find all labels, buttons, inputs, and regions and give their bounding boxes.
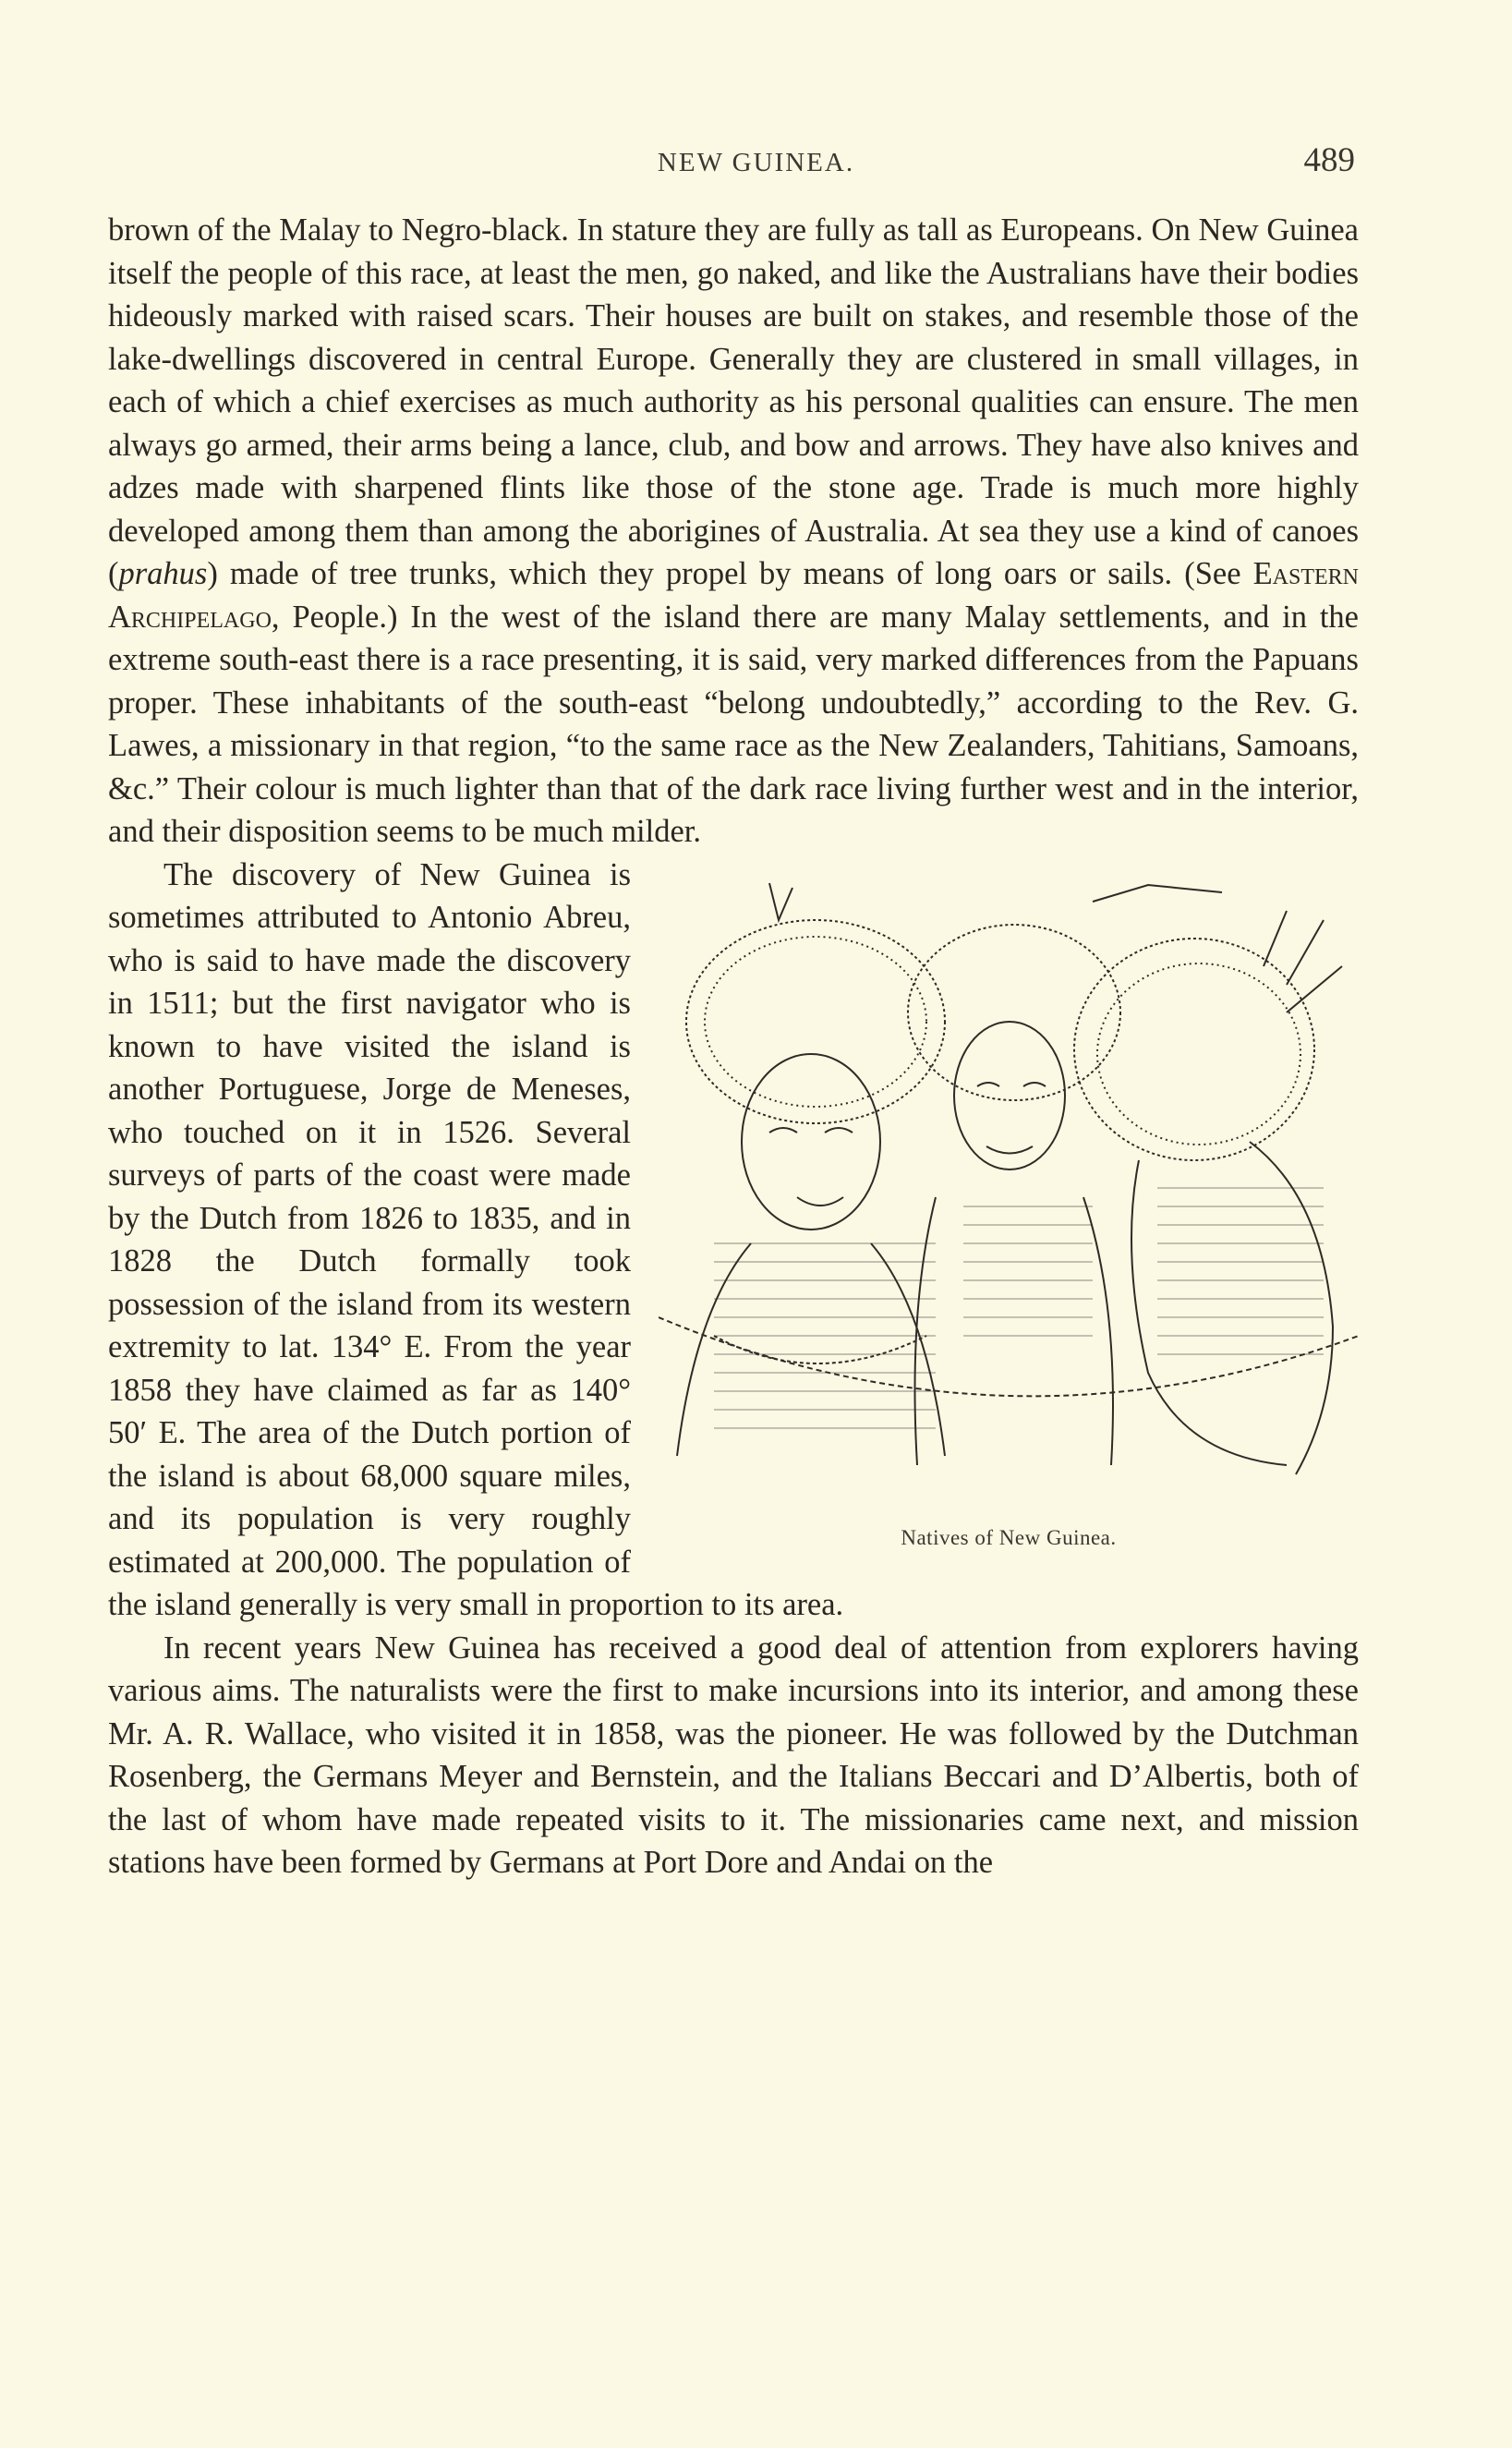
paragraph-1-mid: ) made of tree trunks, which they propel by means of long oars or sails. (See <box>207 556 1253 591</box>
body-text <box>108 209 1359 1884</box>
italic-term-prahus: prahus <box>118 556 208 591</box>
page-number: 489 <box>1303 141 1355 179</box>
paragraph-1-lead: brown of the Malay to Negro-black. In stature they are fully as tall as Europeans. On New Guinea itself the people of this race, at least the men, go naked, and like the Australians have their bodies hideously marked with raised scars. Their houses are built on stakes, and resemble those of the lake-dwellings discovered in central Europe. Generally they are clustered in small villages, in each of which a chief exercises as much authority as his personal qualities can ensure. The men always go armed, their arms being a lance, club, and bow and arrows. They have also knives and adzes made with sharpened flints like those of the stone age. Trade is much more highly developed among them than among the aborigines of Australia. At sea they use a kind of canoes ( <box>108 212 1359 591</box>
paragraph-1-tail: , People.) In the west of the island there are many Malay settlements, and in the extreme south-east there is a race presenting, it is said, very marked differences from the Papuans proper. These inhabitants of the south-east “belong undoubtedly,” according to the Rev. G. Lawes, a missionary in that region, “to the same race as the New Zealanders, Tahitians, Samoans, &c.” Their colour is much lighter than that of the dark race living further west and in the interior, and their disposition seems to be much milder. <box>108 599 1359 849</box>
figure-natives-illustration <box>659 855 1359 1571</box>
paragraph-2: The discovery of New Guinea is sometimes attributed to Antonio Abreu, who is said to have made the discovery in 1511; but the first navigator who is known to have visited the island is another Portuguese, Jorge de Meneses, who touched on it in 1526. Several surveys of parts of the coast were made by the Dutch from 1826 to 1835, and in 1828 the Dutch formally took possession of the island from its western extremity to lat. 134° E. From the year 1858 they have claimed as far as 140° 50′ E. The area of the Dutch portion of the island is about 68,000 square miles, and its population is very roughly estimated at 200,000. The population of the island generally is very small in proportion to its area. <box>108 856 844 1622</box>
paragraph-1 <box>108 209 1359 854</box>
running-title: NEW GUINEA. <box>657 148 855 177</box>
cross-reference: Eastern Archipelago <box>108 556 1359 635</box>
paragraph-3: In recent years New Guinea has received a good deal of attention from explorers having various aims. The naturalists were the first to make incursions into its interior, and among these Mr. A. R. Wallace, who visited it in 1858, was the pioneer. He was followed by the Dutchman Rosenberg, the Germans Meyer and Bernstein, and the Italians Beccari and D’Albertis, both of the last of whom have made repeated visits to it. The missionaries came next, and mission stations have been formed by Germans at Port Dore and Andai on the <box>108 1630 1359 1880</box>
figure-caption: Natives of New Guinea. <box>901 1525 1117 1549</box>
engraving-illustration <box>659 855 1359 1521</box>
